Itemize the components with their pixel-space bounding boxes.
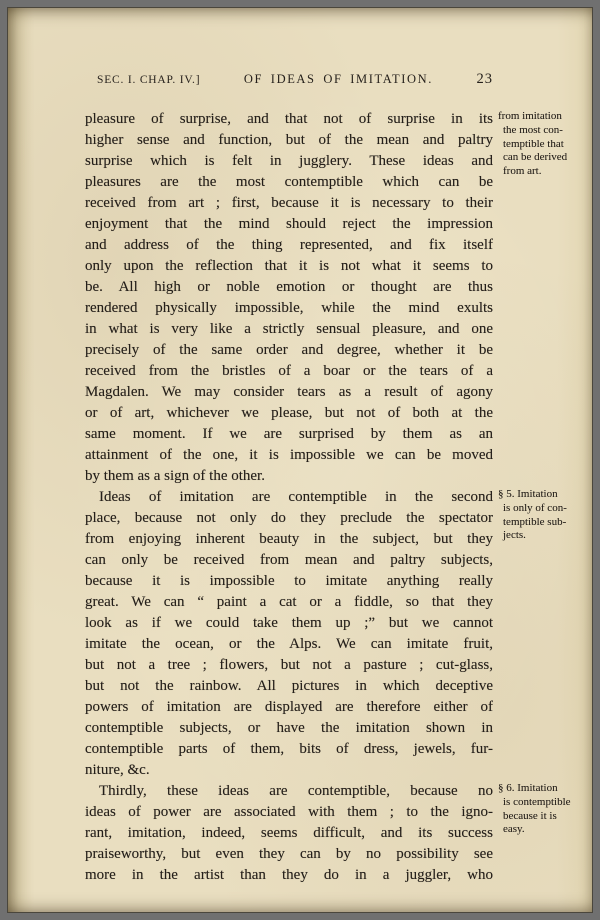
text-line: received from art ; first, because it is necessary to their xyxy=(85,195,493,211)
text-line: place, because not only do they preclude the spectator xyxy=(85,510,493,526)
body-text xyxy=(85,102,493,886)
text-line: higher sense and function, but of the mean and paltry xyxy=(85,132,493,148)
text-line: pleasures are the most contemptible which can be xyxy=(85,174,493,190)
margin-note-line: from art. xyxy=(503,165,542,178)
paragraph xyxy=(85,109,493,487)
text-line: Thirdly, these ideas are contemptible, because no xyxy=(99,783,493,799)
text-line: niture, &c. xyxy=(85,762,150,778)
running-header xyxy=(85,71,493,88)
text-line: praiseworthy, but even they can by no possibility see xyxy=(85,846,493,862)
text-line: surprise which is felt in jugglery. These ideas and xyxy=(85,153,493,169)
text-line: can only be received from mean and paltry subjects, xyxy=(85,552,493,568)
page-title: OF IDEAS OF IMITATION. xyxy=(243,72,433,86)
margin-note-line: temptible that xyxy=(503,137,564,150)
page-number: 23 xyxy=(476,71,493,87)
text-line: contemptible subjects, or have the imitation shown in xyxy=(85,720,493,736)
text-line: from enjoying inherent beauty in the subject, but they xyxy=(85,531,493,547)
margin-note-line: the most con- xyxy=(503,123,563,136)
book-page xyxy=(7,7,593,913)
text-line: Ideas of imitation are contemptible in the second xyxy=(99,489,493,505)
text-line: look as if we could take them up ;” but we cannot xyxy=(85,615,493,631)
text-line: but not a tree ; flowers, but not a pasture ; cut-glass, xyxy=(85,657,493,673)
text-line: pleasure of surprise, and that not of surprise in its xyxy=(85,111,493,127)
text-line: precisely of the same order and degree, whether it be xyxy=(85,342,493,358)
text-line: be. All high or noble emotion or thought are thus xyxy=(85,279,493,295)
margin-note-line: is only of con- xyxy=(503,501,567,514)
text-line: powers of imitation are displayed are therefore either of xyxy=(85,699,493,715)
text-line: enjoyment that the mind should reject the impression xyxy=(85,216,493,232)
paragraph xyxy=(85,781,493,886)
margin-notes-column xyxy=(498,8,594,912)
margin-note xyxy=(498,782,594,837)
margin-note-line: easy. xyxy=(503,823,525,836)
text-line: imitate the ocean, or the Alps. We can imitate fruit, xyxy=(85,636,493,652)
paragraph xyxy=(85,487,493,781)
margin-note xyxy=(498,488,594,543)
text-line: but not the rainbow. All pictures in which deceptive xyxy=(85,678,493,694)
header-section-label: SEC. I. CHAP. IV.] xyxy=(97,74,201,86)
margin-note-line: temptible sub- xyxy=(503,515,567,528)
margin-note-line: because it is xyxy=(503,809,557,822)
text-line: more in the artist than they do in a juggler, who xyxy=(85,867,493,883)
text-line: by them as a sign of the other. xyxy=(85,468,265,484)
margin-note-line: § 6. Imitation xyxy=(498,782,558,794)
text-line: because it is impossible to imitate anything really xyxy=(85,573,493,589)
text-line: in what is very like a strictly sensual pleasure, and one xyxy=(85,321,493,337)
text-line: attainment of the one, it is impossible we can be moved xyxy=(85,447,493,463)
text-line: ideas of power are associated with them ; to the igno- xyxy=(85,804,493,820)
text-line: great. We can “ paint a cat or a fiddle, so that they xyxy=(85,594,493,610)
text-line: or of art, whichever we please, but not of both at the xyxy=(85,405,493,421)
margin-note-line: is contemptible xyxy=(503,795,571,808)
text-line: rant, imitation, indeed, seems difficult, and its success xyxy=(85,825,493,841)
margin-note-line: from imitation xyxy=(498,110,562,122)
text-line: only upon the reflection that it is not what it seems to xyxy=(85,258,493,274)
margin-note-line: § 5. Imitation xyxy=(498,488,558,500)
text-line: same moment. If we are surprised by them as an xyxy=(85,426,493,442)
text-line: Magdalen. We may consider tears as a result of agony xyxy=(85,384,493,400)
margin-note-line: can be derived xyxy=(503,151,568,164)
text-line: contemptible parts of them, bits of dress, jewels, fur- xyxy=(85,741,493,757)
text-line: and address of the thing represented, and fix itself xyxy=(85,237,493,253)
margin-note-line: jects. xyxy=(503,529,526,542)
text-line: received from the bristles of a boar or the tears of a xyxy=(85,363,493,379)
text-line: rendered physically impossible, while the mind exults xyxy=(85,300,493,316)
margin-note xyxy=(498,110,594,179)
